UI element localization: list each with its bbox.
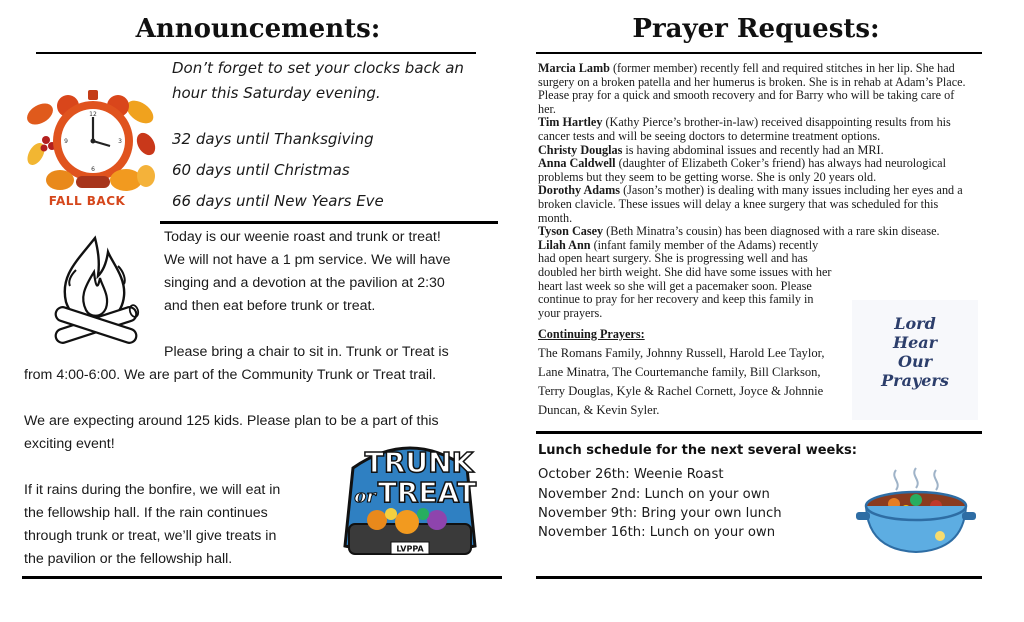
countdown-new-years: 66 days until New Years Eve: [172, 192, 384, 210]
or-word: or: [354, 486, 376, 507]
lord-hear-our-prayers-art: [852, 300, 978, 420]
prayer-entry: Lilah Ann (infant family member of the Adams) recently had open heart surgery. She is progressing well and has doubled her birth weight. She did have some issues with her heart last week so she will get a pacemaker soon. Please continue to pray for her recovery and keep this family in your prayers.: [538, 237, 832, 320]
prayer-entry: Marcia Lamb (former member) recently fell and required stitches in her lip. She had surgery on a broken patella and her humerus is broken. She is in rehab at Adam’s Place. Please pray for a quick and smooth recovery and for Barry who will be taking care of her.: [538, 61, 966, 116]
divider: [36, 52, 476, 54]
svg-text:6: 6: [91, 166, 95, 173]
campfire-illustration: [46, 232, 144, 350]
continuing-prayers-title: Continuing Prayers:: [538, 327, 645, 341]
treat-word: TREAT: [377, 476, 477, 509]
clocks-line-2: hour this Saturday evening.: [172, 84, 381, 102]
clock-icon: [22, 84, 162, 196]
fall-back-label: FALL BACK: [48, 194, 126, 208]
trunk-word: TRUNK: [364, 446, 474, 479]
continuing-prayers-list: The Romans Family, Johnny Russell, Harold Lee Taylor, Lane Minatra, The Courtemanche family, Bill Clarkson, Terry Douglas, Kyle & Rachel Cornett, Joyce & Johnnie Duncan, & Kevin Syler.: [538, 346, 825, 417]
rain-line-2: the fellowship hall. If the rain continues: [24, 505, 268, 521]
rain-line-1: If it rains during the bonfire, we will eat in: [24, 482, 281, 498]
lunch-item: November 9th: Bring your own lunch: [538, 506, 782, 521]
prayer-entry: Christy Douglas is having abdominal issues and recently had an MRI.: [538, 142, 884, 157]
campfire-icon: [46, 232, 144, 350]
trunk-or-treat-logo: [335, 428, 485, 568]
art-word: Hear: [892, 333, 938, 352]
cooking-pot-icon: [856, 466, 976, 562]
chair-line-1: Please bring a chair to sit in. Trunk or Treat is: [164, 344, 449, 360]
divider: [536, 576, 982, 579]
rain-line-3: through trunk or treat, we’ll give treats in: [24, 528, 277, 544]
lunch-item: October 26th: Weenie Roast: [538, 467, 724, 482]
weenie-roast-line-2: We will not have a 1 pm service. We will have: [164, 252, 451, 268]
prayer-entry: Dorothy Adams (Jason’s mother) is dealing with many issues including her eyes and a broken clavicle. These issues will delay a knee surgery that was scheduled for this month.: [538, 183, 963, 225]
prayer-requests-list: [538, 62, 974, 320]
license-plate: LVPPA: [396, 544, 424, 554]
clocks-line-1: Don’t forget to set your clocks back an: [172, 59, 464, 77]
chair-line-2: from 4:00-6:00. We are part of the Community Trunk or Treat trail.: [24, 367, 437, 383]
divider: [160, 221, 498, 224]
prayer-entry: Tim Hartley (Kathy Pierce’s brother-in-law) received disappointing results from his cancer tests and will be seeing doctors to determine treatment options.: [538, 115, 951, 143]
weenie-roast-line-3: singing and a devotion at the pavilion at 2:30: [164, 275, 445, 291]
lunch-schedule-title: Lunch schedule for the next several weeks:: [538, 443, 857, 458]
svg-text:12: 12: [89, 111, 97, 118]
announcements-heading: Announcements:: [135, 14, 381, 44]
art-word: Lord: [894, 314, 936, 333]
art-word: Our: [898, 352, 932, 371]
countdown-thanksgiving: 32 days until Thanksgiving: [172, 130, 374, 148]
weenie-roast-line-4: and then eat before trunk or treat.: [164, 298, 376, 314]
prayer-heading: Prayer Requests:: [632, 14, 880, 44]
fall-back-clock-illustration: [22, 84, 162, 212]
kids-line-2: exciting event!: [24, 436, 115, 452]
lunch-item: November 16th: Lunch on your own: [538, 525, 776, 540]
weenie-roast-line-1: Today is our weenie roast and trunk or treat!: [164, 229, 441, 245]
kids-line-1: We are expecting around 125 kids. Please plan to be a part of this: [24, 413, 439, 429]
svg-text:9: 9: [64, 138, 68, 145]
rain-line-4: the pavilion or the fellowship hall.: [24, 551, 233, 567]
svg-text:3: 3: [118, 138, 122, 145]
prayer-entry: Tyson Casey (Beth Minatra’s cousin) has been diagnosed with a rare skin disease.: [538, 224, 940, 239]
stew-pot-illustration: [856, 466, 976, 562]
divider: [536, 431, 982, 434]
prayer-entry: Anna Caldwell (daughter of Elizabeth Coker’s friend) has always had neurological problems but they seem to be getting worse. She is only 20 years old.: [538, 156, 946, 184]
art-word: Prayers: [881, 371, 949, 390]
lunch-item: November 2nd: Lunch on your own: [538, 487, 770, 502]
countdown-christmas: 60 days until Christmas: [172, 161, 350, 179]
car-trunk-icon: [335, 428, 485, 568]
divider: [536, 52, 982, 54]
divider: [22, 576, 502, 579]
